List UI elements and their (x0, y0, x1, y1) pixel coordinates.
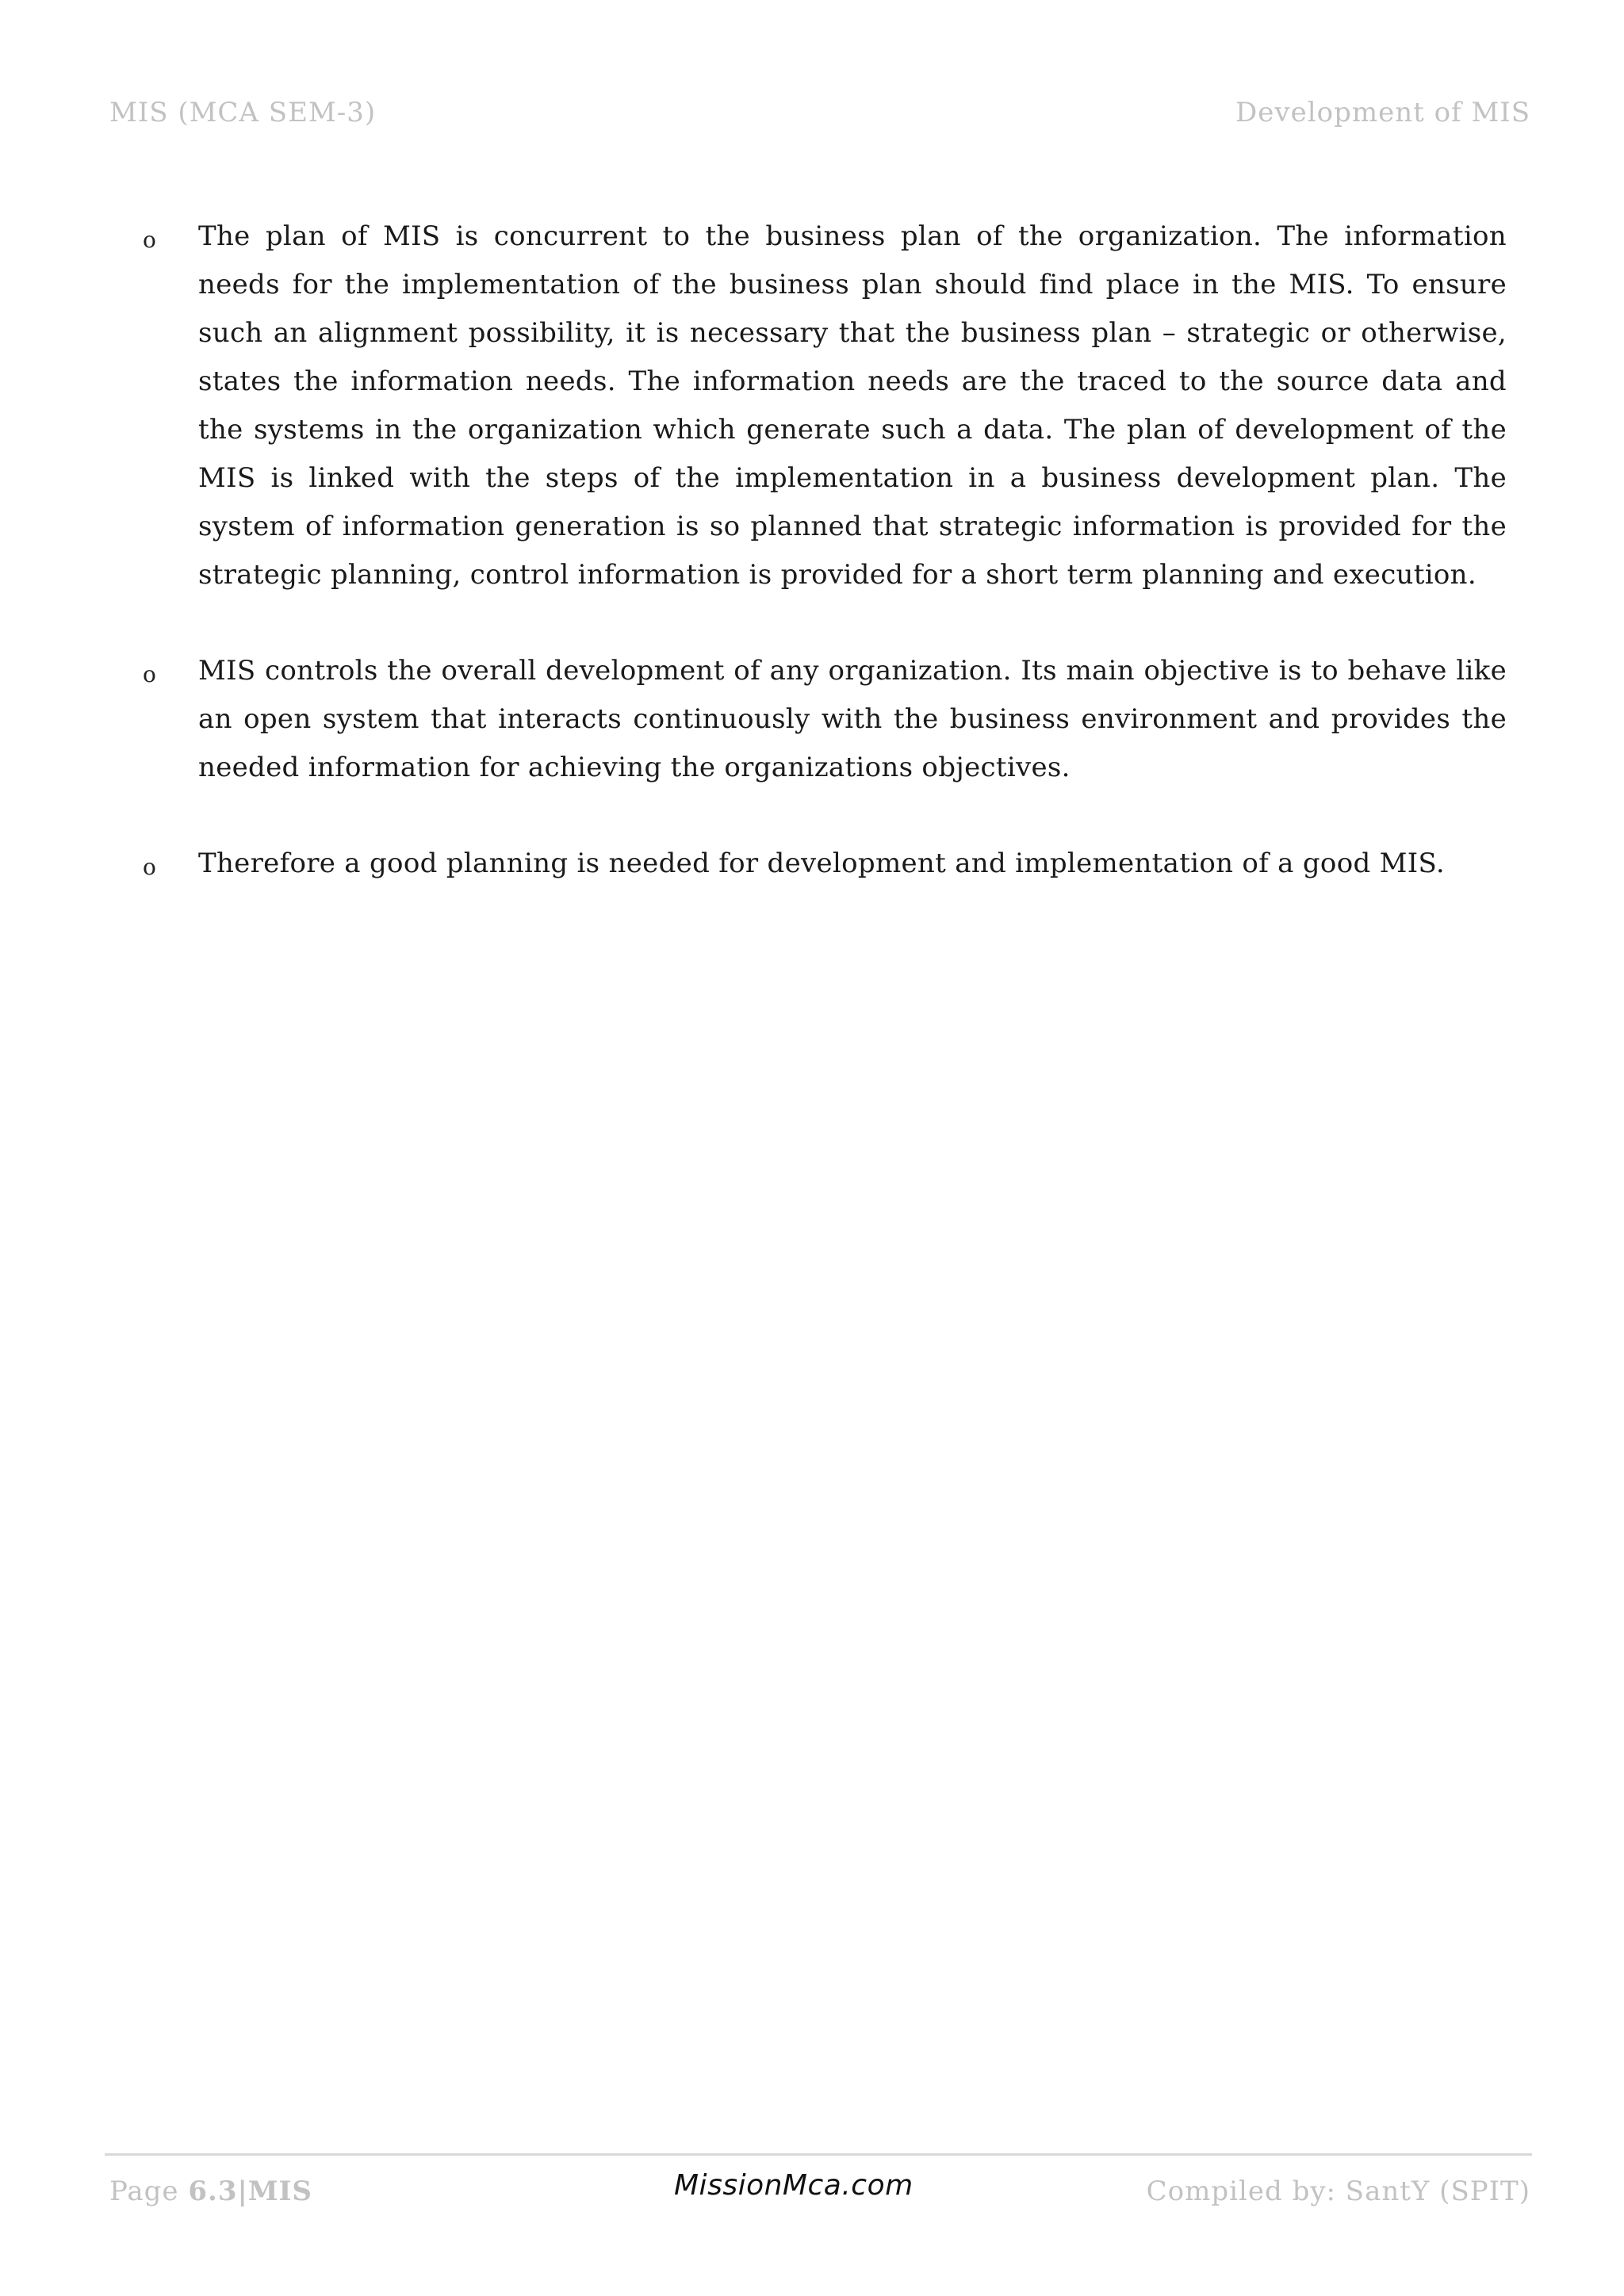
footer-page-subject: MIS (247, 2175, 312, 2207)
footer-divider (105, 2153, 1532, 2156)
bullet-marker: o (143, 661, 156, 687)
header-chapter-title: Development of MIS (1235, 97, 1530, 128)
bullet-item (143, 212, 1507, 599)
header-course-label: MIS (MCA SEM-3) (109, 97, 377, 128)
bullet-marker: o (143, 227, 156, 253)
missionmca-logo: MissionMca.com (674, 2169, 914, 2202)
bullet-text: MIS controls the overall development of any organization. Its main objective is to behave like an open system that interacts continuously with the business environment and provides the needed information for achieving the organizations objectives. (198, 655, 1507, 783)
footer-page-prefix: Page (109, 2175, 189, 2207)
bullet-item (143, 840, 1507, 891)
bullet-marker: o (143, 854, 156, 880)
footer-page-number: 6.3 (188, 2175, 238, 2207)
footer-page-info (109, 2175, 312, 2207)
footer-compiled-by: Compiled by: SantY (SPIT) (1146, 2175, 1530, 2207)
document-body (143, 212, 1507, 939)
bullet-text: Therefore a good planning is needed for development and implementation of a good MIS. (198, 848, 1445, 879)
bullet-text: The plan of MIS is concurrent to the business plan of the organization. The information needs for the implementation of the business plan should find place in the MIS. To ensure such an alignment possibility, it is necessary that the business plan – strategic or otherwise, states the information needs. The information needs are the traced to the source data and the systems in the organization which generate such a data. The plan of development of the MIS is linked with the steps of the implementation in a business development plan. The system of information generation is so planned that strategic information is provided for the strategic planning, control information is provided for a short term planning and execution. (198, 220, 1507, 591)
footer-page-separator: | (237, 2175, 248, 2207)
bullet-item (143, 647, 1507, 792)
page-header (109, 94, 1530, 132)
